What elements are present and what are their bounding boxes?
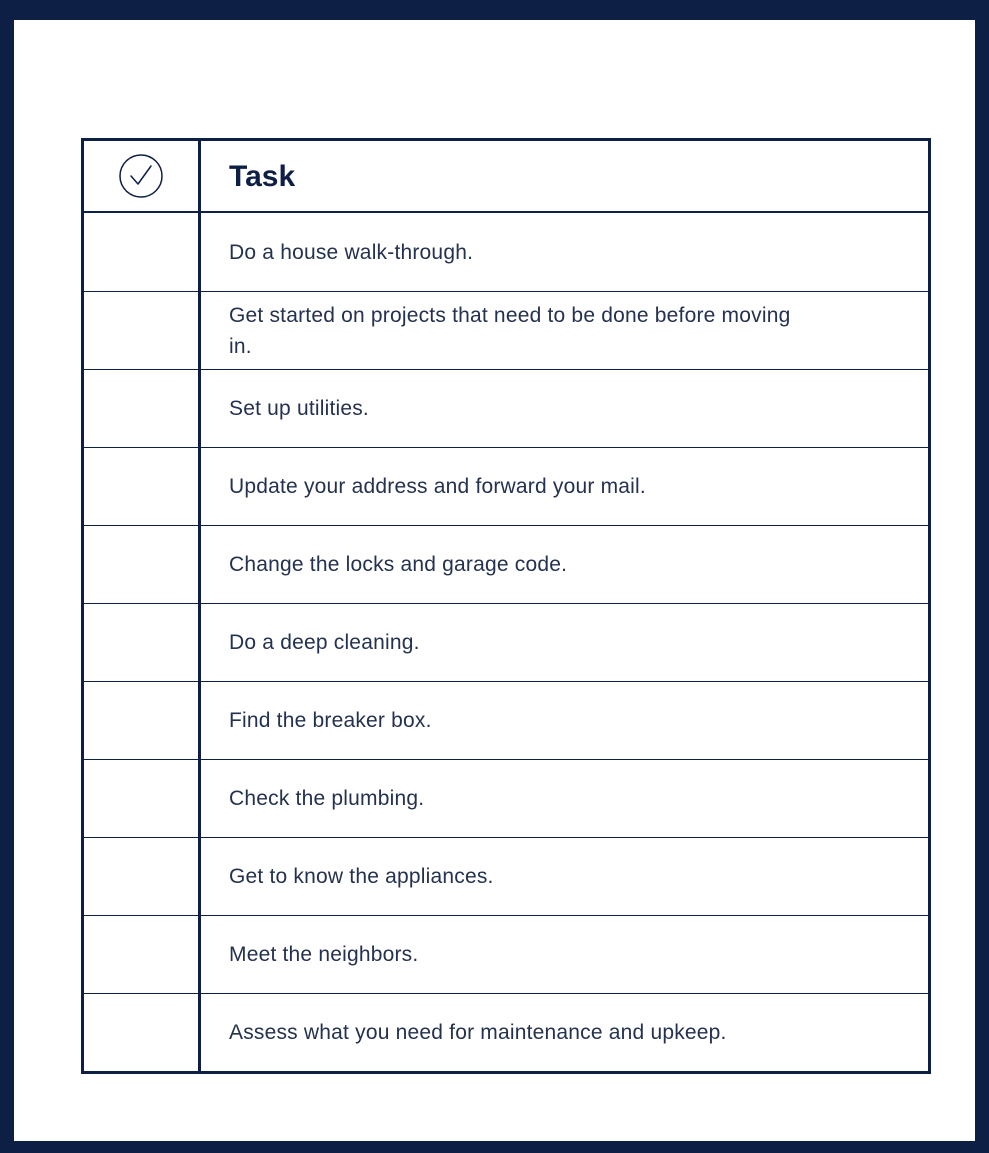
task-row	[84, 993, 928, 1071]
task-row	[84, 915, 928, 993]
task-row	[84, 603, 928, 681]
task-heading: Task	[229, 159, 296, 193]
task-checklist-table	[81, 138, 931, 1074]
task-checkbox[interactable]	[84, 916, 201, 993]
check-column-header	[84, 141, 201, 211]
task-row	[84, 447, 928, 525]
task-checkbox[interactable]	[84, 370, 201, 447]
task-row	[84, 291, 928, 369]
task-checkbox[interactable]	[84, 994, 201, 1071]
task-text: Check the plumbing.	[229, 787, 425, 810]
task-checkbox[interactable]	[84, 213, 201, 291]
task-checkbox[interactable]	[84, 448, 201, 525]
task-column-header	[201, 141, 928, 211]
task-text: Meet the neighbors.	[229, 943, 419, 966]
task-checkbox[interactable]	[84, 604, 201, 681]
task-text: Change the locks and garage code.	[229, 553, 568, 576]
task-row	[84, 369, 928, 447]
task-row	[84, 759, 928, 837]
task-row	[84, 525, 928, 603]
table-header-row	[84, 141, 928, 213]
task-text: Assess what you need for maintenance and upkeep.	[229, 1021, 727, 1044]
task-row	[84, 837, 928, 915]
task-text: Update your address and forward your mail.	[229, 475, 646, 498]
task-checkbox[interactable]	[84, 292, 201, 369]
task-text: Set up utilities.	[229, 397, 369, 420]
task-text: Get to know the appliances.	[229, 865, 494, 888]
task-checkbox[interactable]	[84, 526, 201, 603]
task-checkbox[interactable]	[84, 838, 201, 915]
check-circle-icon	[118, 153, 164, 199]
task-text: Get started on projects that need to be done before moving in.	[229, 303, 791, 358]
task-text: Do a house walk-through.	[229, 240, 474, 264]
task-row	[84, 681, 928, 759]
task-row	[84, 213, 928, 291]
task-text: Find the breaker box.	[229, 709, 432, 732]
task-checkbox[interactable]	[84, 682, 201, 759]
task-checkbox[interactable]	[84, 760, 201, 837]
task-text: Do a deep cleaning.	[229, 631, 420, 654]
